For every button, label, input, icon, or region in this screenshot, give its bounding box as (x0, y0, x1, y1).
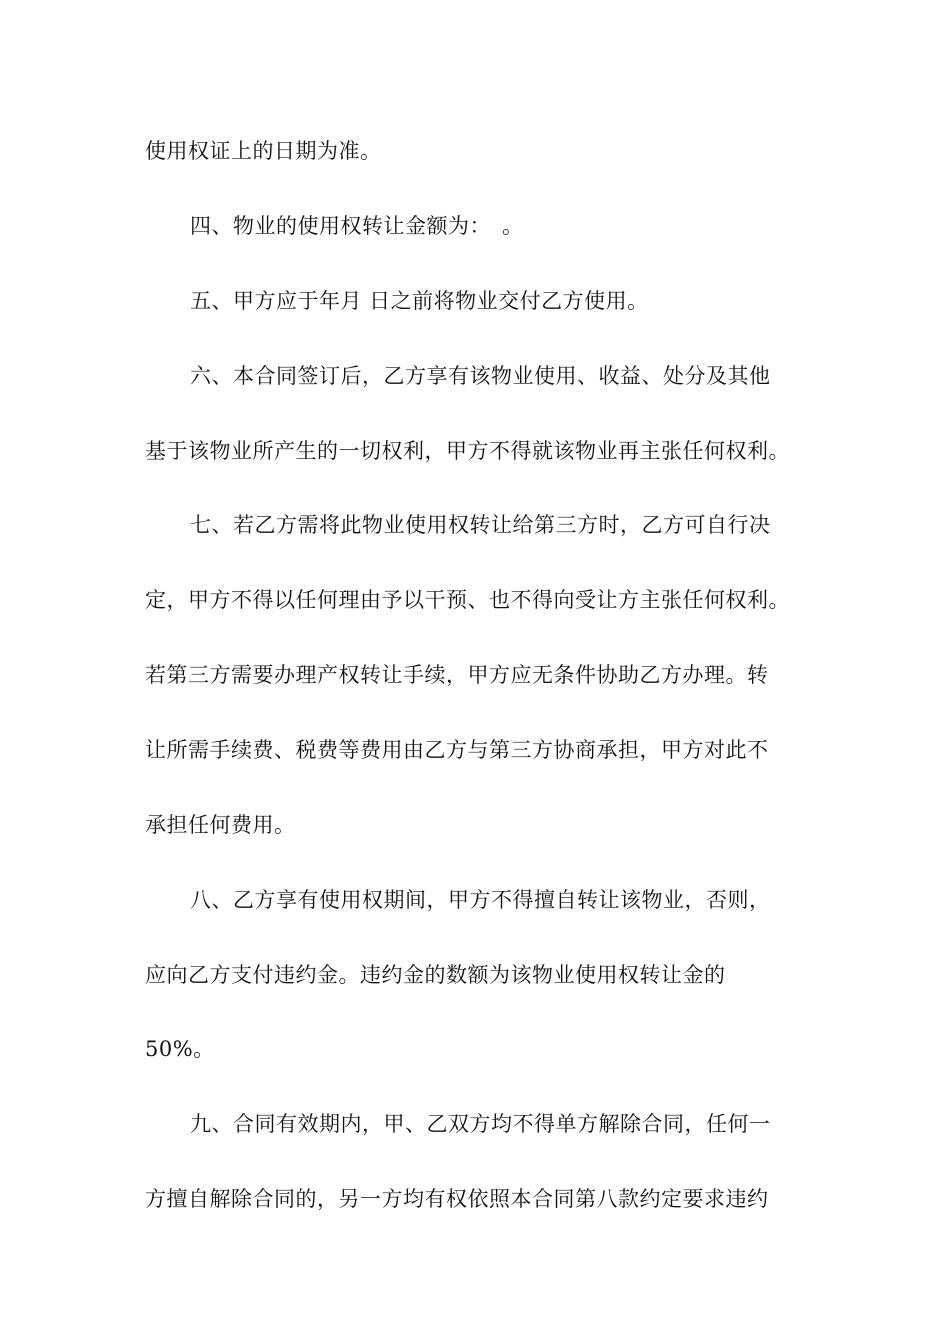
clause-6-line-2: 基于该物业所产生的一切权利，甲方不得就该物业再主张任何权利。 (145, 439, 790, 463)
clause-5-line-1: 五、甲方应于年月 日之前将物业交付乙方使用。 (190, 289, 649, 313)
clause-7-line-5: 承担任何费用。 (145, 813, 296, 837)
text-line-1: 使用权证上的日期为准。 (145, 139, 382, 163)
clause-4-line-1: 四、物业的使用权转让金额为： 。 (190, 214, 524, 238)
clause-6-line-1: 六、本合同签订后，乙方享有该物业使用、收益、处分及其他 (190, 364, 771, 388)
clause-9-line-1: 九、合同有效期内，甲、乙双方均不得单方解除合同，任何一 (190, 1112, 771, 1136)
clause-9-line-2: 方擅自解除合同的，另一方均有权依照本合同第八款约定要求违约 (145, 1187, 769, 1211)
clause-8-line-1: 八、乙方享有使用权期间，甲方不得擅自转让该物业，否则， (190, 888, 771, 912)
clause-7-line-1: 七、若乙方需将此物业使用权转让给第三方时，乙方可自行决 (190, 513, 771, 537)
clause-7-line-2: 定，甲方不得以任何理由予以干预、也不得向受让方主张任何权利。 (145, 588, 790, 612)
clause-8-line-2: 应向乙方支付违约金。违约金的数额为该物业使用权转让金的 (145, 963, 726, 987)
clause-8-line-3: 50%。 (145, 1037, 215, 1061)
clause-7-line-4: 让所需手续费、税费等费用由乙方与第三方协商承担，甲方对此不 (145, 738, 769, 762)
clause-7-line-3: 若第三方需要办理产权转让手续，甲方应无条件协助乙方办理。转 (145, 663, 769, 687)
